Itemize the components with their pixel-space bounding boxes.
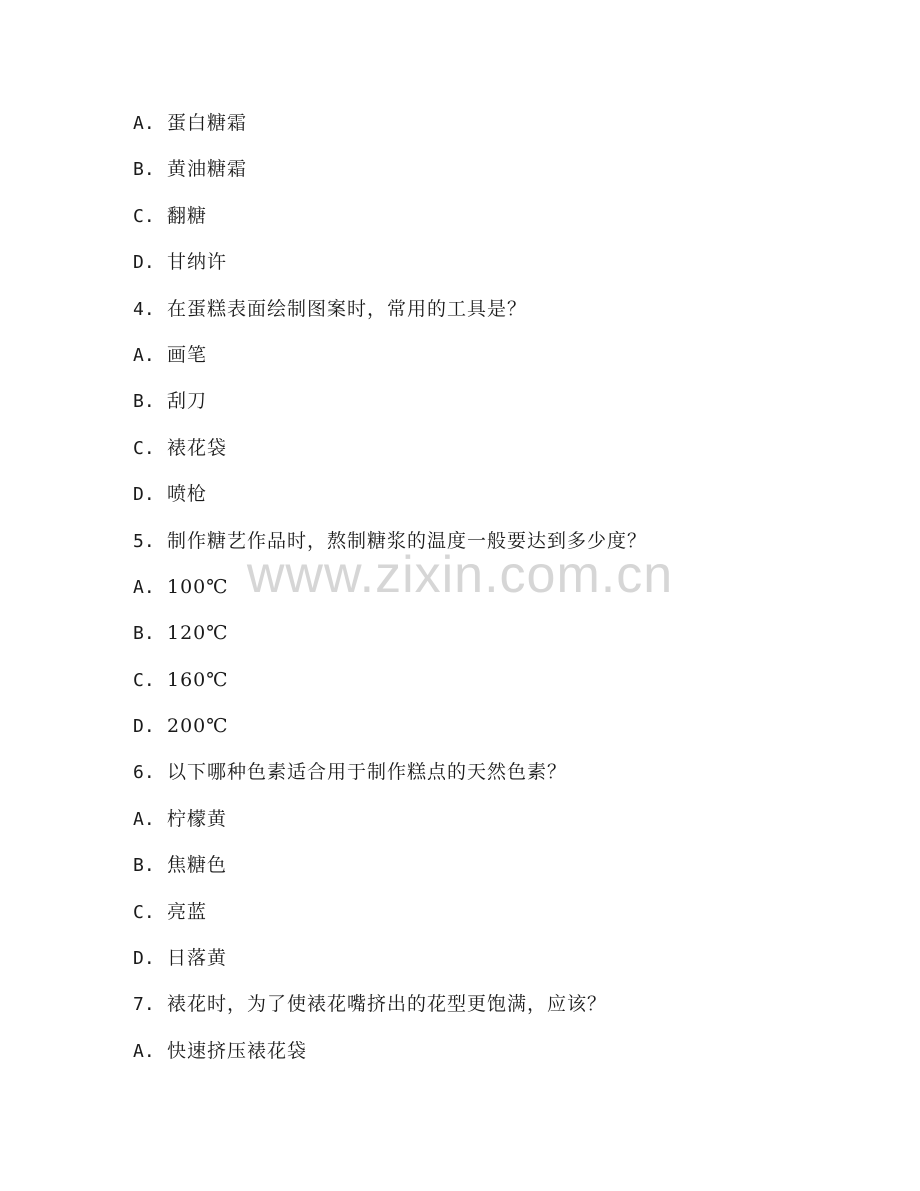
question-line xyxy=(133,292,873,338)
item-marker: C. xyxy=(133,437,155,459)
item-marker: B. xyxy=(133,623,155,645)
question-number: 6. xyxy=(133,762,155,784)
item-text: 画笔 xyxy=(167,343,208,366)
option-line xyxy=(133,106,873,152)
option-line xyxy=(133,338,873,384)
option-line xyxy=(133,663,873,709)
option-line xyxy=(133,431,873,477)
item-marker: C. xyxy=(133,901,155,923)
item-text: 翻糖 xyxy=(167,204,208,227)
option-line xyxy=(133,848,873,894)
item-marker: A. xyxy=(133,344,155,366)
item-text: 160℃ xyxy=(167,668,229,691)
question-line xyxy=(133,987,873,1033)
item-marker: D. xyxy=(133,252,155,274)
item-text: 黄油糖霜 xyxy=(167,158,248,181)
item-text: 甘纳许 xyxy=(167,251,228,274)
item-text: 亮蓝 xyxy=(167,900,208,923)
item-text: 焦糖色 xyxy=(167,854,228,877)
question-text: 制作糖艺作品时，熬制糖浆的温度一般要达到多少度？ xyxy=(167,529,648,552)
option-line xyxy=(133,384,873,430)
item-marker: A. xyxy=(133,1040,155,1062)
item-marker: C. xyxy=(133,205,155,227)
option-line xyxy=(133,802,873,848)
item-marker: D. xyxy=(133,484,155,506)
question-number: 5. xyxy=(133,530,155,552)
question-number: 7. xyxy=(133,994,155,1016)
item-text: 200℃ xyxy=(167,715,229,738)
option-line xyxy=(133,941,873,987)
option-line xyxy=(133,895,873,941)
question-text: 在蛋糕表面绘制图案时，常用的工具是？ xyxy=(167,297,528,320)
watermark: www.zixin.com.cn xyxy=(246,546,674,604)
item-marker: D. xyxy=(133,948,155,970)
item-text: 120℃ xyxy=(167,622,229,645)
item-text: 日落黄 xyxy=(167,947,228,970)
question-text: 裱花时，为了使裱花嘴挤出的花型更饱满，应该？ xyxy=(167,993,608,1016)
option-line xyxy=(133,245,873,291)
item-marker: D. xyxy=(133,716,155,738)
item-marker: A. xyxy=(133,808,155,830)
question-line xyxy=(133,524,873,570)
item-text: 柠檬黄 xyxy=(167,807,228,830)
item-marker: A. xyxy=(133,113,155,134)
option-line xyxy=(133,477,873,523)
option-line xyxy=(133,1034,873,1080)
item-marker: B. xyxy=(133,159,155,181)
option-line xyxy=(133,570,873,616)
item-text: 100℃ xyxy=(167,575,229,598)
item-text: 喷枪 xyxy=(167,483,208,506)
option-line xyxy=(133,199,873,245)
item-marker: A. xyxy=(133,576,155,598)
item-text: 蛋白糖霜 xyxy=(167,112,248,134)
item-text: 裱花袋 xyxy=(167,436,228,459)
item-marker: C. xyxy=(133,669,155,691)
item-text: 快速挤压裱花袋 xyxy=(167,1039,308,1062)
question-line xyxy=(133,755,873,801)
question-list xyxy=(133,106,873,1080)
option-line xyxy=(133,152,873,198)
option-line xyxy=(133,616,873,662)
item-marker: B. xyxy=(133,855,155,877)
item-text: 刮刀 xyxy=(167,390,208,413)
item-marker: B. xyxy=(133,391,155,413)
question-number: 4. xyxy=(133,298,155,320)
question-text: 以下哪种色素适合用于制作糕点的天然色素？ xyxy=(167,761,568,784)
option-line xyxy=(133,709,873,755)
